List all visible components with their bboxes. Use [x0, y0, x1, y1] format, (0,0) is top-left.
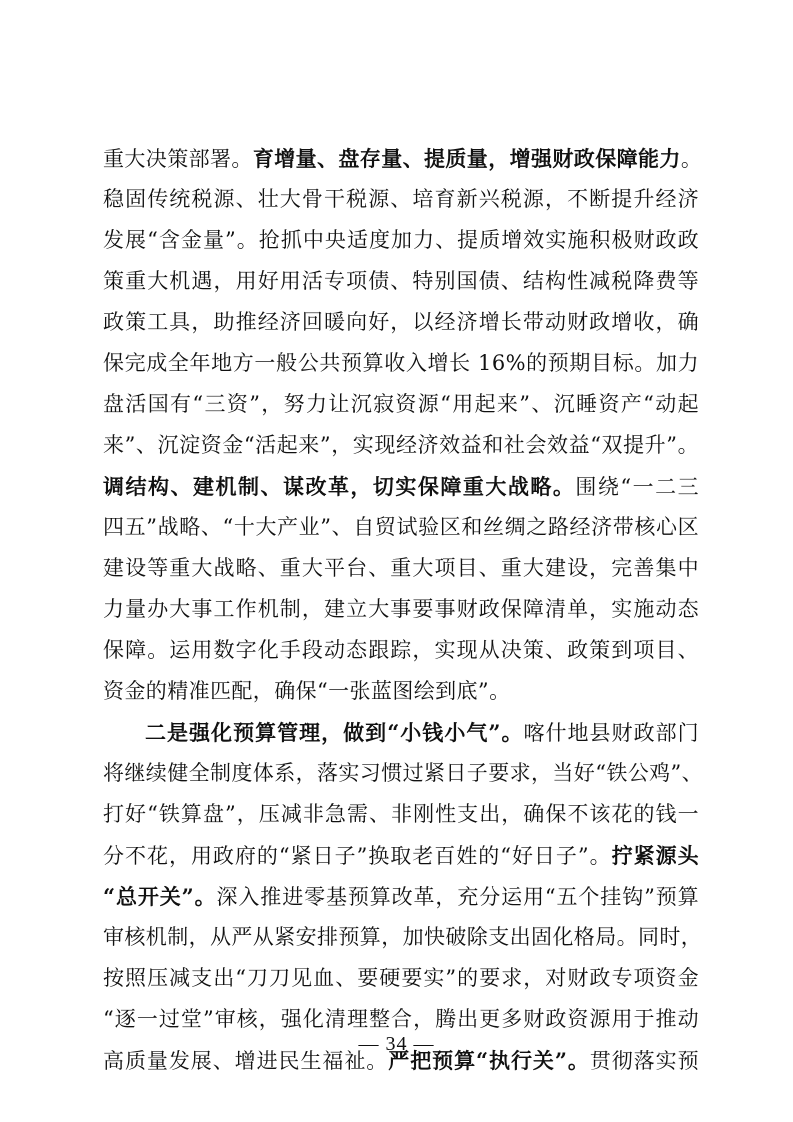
text-run: 力量办大事工作机制，建立大事要事财政保障清单，实施动态 [103, 597, 699, 621]
text-line [103, 343, 699, 384]
text-line [103, 794, 699, 835]
text-line [103, 302, 699, 343]
text-run: 策重大机遇，用好用活专项债、特别国债、结构性减税降费等 [103, 269, 699, 293]
text-run: 按照压减支出“刀刀见血、要硬要实”的要求，对财政专项资金 [103, 966, 699, 990]
text-line [103, 220, 699, 261]
bold-text: 育增量、盘存量、提质量，增强财政保障能力 [252, 146, 681, 171]
text-line [103, 876, 699, 917]
text-line [103, 384, 699, 425]
text-line [103, 753, 704, 794]
text-line [103, 138, 703, 179]
bold-text: 调结构、建机制、谋改革，切实保障重大战略。 [103, 474, 576, 499]
bold-text: 严把预算“执行关”。 [388, 1048, 590, 1073]
text-line [103, 261, 699, 302]
text-run: 分不花，用政府的“紧日子”换取老百姓的“好日子”。 [103, 844, 612, 868]
text-line [103, 671, 699, 712]
page-number: — 34 — [358, 1033, 435, 1055]
text-run: 保障。运用数字化手段动态跟踪，实现从决策、政策到项目、 [103, 638, 699, 662]
text-run: 喀什地县财政部门 [523, 721, 700, 745]
text-line [103, 630, 699, 671]
text-line [103, 425, 699, 466]
bold-text: 二是强化预算管理，做到“小钱小气”。 [145, 720, 524, 745]
text-line [103, 712, 699, 753]
text-line [103, 958, 699, 999]
text-run: 稳固传统税源、壮大骨干税源、培育新兴税源，不断提升经济 [103, 187, 699, 211]
text-run: 。 [680, 147, 703, 171]
text-run: 发展“含金量”。抢抓中央适度加力、提质增效实施积极财政政 [103, 228, 699, 252]
text-line [103, 466, 699, 507]
text-run: 建设等重大战略、重大平台、重大项目、重大建设，完善集中 [103, 556, 699, 580]
text-line [103, 589, 699, 630]
bold-text: “总开关”。 [103, 884, 217, 909]
bold-text: 拧紧源头 [611, 843, 699, 868]
text-run: 四五”战略、“十大产业”、自贸试验区和丝绸之路经济带核心区 [103, 515, 699, 539]
text-line [103, 835, 699, 876]
text-run: 来”、沉淀资金“活起来”，实现经济效益和社会效益“双提升”。 [103, 433, 699, 457]
text-run: “逐一过堂”审核，强化清理整合，腾出更多财政资源用于推动 [103, 1007, 699, 1031]
text-run: 贯彻落实预 [589, 1049, 699, 1073]
text-line [103, 548, 699, 589]
body-text [103, 138, 704, 1081]
text-line [103, 917, 703, 958]
text-run: 打好“铁算盘”，压减非急需、非刚性支出，确保不该花的钱一 [103, 802, 699, 826]
text-run: 盘活国有“三资”，努力让沉寂资源“用起来”、沉睡资产“动起 [103, 392, 699, 416]
text-run: 将继续健全制度体系，落实习惯过紧日子要求，当好“铁公鸡”、 [103, 761, 704, 785]
text-run: 资金的精准匹配，确保“一张蓝图绘到底”。 [103, 679, 511, 703]
text-run: 政策工具，助推经济回暖向好，以经济增长带动财政增收，确 [103, 310, 699, 334]
text-run: 审核机制，从严从紧安排预算，加快破除支出固化格局。同时， [103, 925, 703, 949]
text-line [103, 507, 699, 548]
text-line [103, 179, 699, 220]
text-run: 保完成全年地方一般公共预算收入增长 16%的预期目标。加力 [103, 351, 699, 375]
text-run: 围绕“一二三 [575, 475, 699, 499]
text-run: 重大决策部署。 [103, 147, 253, 171]
text-run: 深入推进零基预算改革，充分运用“五个挂钩”预算 [216, 885, 700, 909]
text-run: 高质量发展、增进民生福祉。 [103, 1049, 389, 1073]
